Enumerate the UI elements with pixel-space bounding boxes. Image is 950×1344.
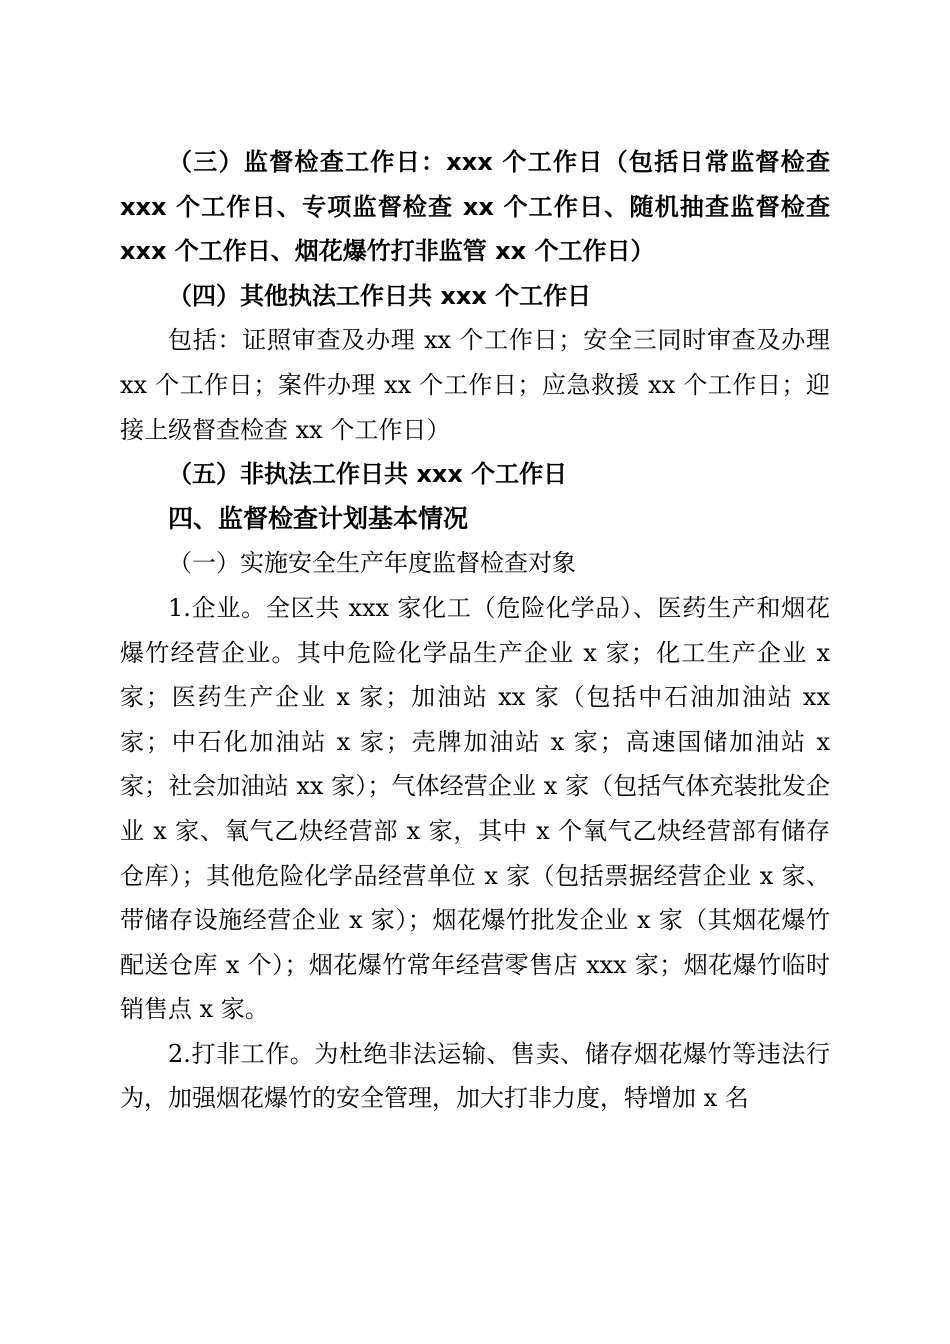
paragraph-other-enforcement-details: 包括：证照审查及办理 xx 个工作日；安全三同时审查及办理 xx 个工作日；案件办理 xx 个工作日；应急救援 xx 个工作日；迎接上级督查检查 xx 个工作日）: [120, 326, 830, 444]
paragraph-non-enforcement-workdays: （五）非执法工作日共 xxx 个工作日: [168, 460, 568, 489]
document-body: [120, 140, 830, 1121]
paragraph-anti-illegal-work: 2.打非工作。为杜绝非法运输、售卖、储存烟花爆竹等违法行为，加强烟花爆竹的安全管理，加大打非力度，特增加 x 名: [120, 1039, 830, 1113]
subheading-inspection-targets: （一）实施安全生产年度监督检查对象: [168, 549, 576, 578]
paragraph-enterprises: 1.企业。全区共 xxx 家化工（危险化学品）、医药生产和烟花爆竹经营企业。其中危险化学品生产企业 x 家；化工生产企业 x 家；医药生产企业 x 家；加油站 xx 家（包括中石油加油站 xx 家；中石化加油站 x 家；壳牌加油站 x 家；高速国储加油站 x 家；社会加油站 xx 家）；气体经营企业 x 家（包括气体充装批发企业 x 家、氧气乙炔经营部 x 家，其中 x 个氧气乙炔经营部有储存仓库）；其他危险化学品经营单位 x 家（包括票据经营企业 x 家、带储存设施经营企业 x 家）；烟花爆竹批发企业 x 家（其烟花爆竹配送仓库 x 个）；烟花爆竹常年经营零售店 xxx 家；烟花爆竹临时销售点 x 家。: [120, 593, 830, 1024]
paragraph-other-enforcement-workdays: （四）其他执法工作日共 xxx 个工作日: [168, 281, 592, 310]
section-heading-plan-overview: 四、监督检查计划基本情况: [168, 503, 469, 533]
paragraph-supervision-workdays: （三）监督检查工作日：xxx 个工作日（包括日常监督检查 xxx 个工作日、专项监督检查 xx 个工作日、随机抽查监督检查 xxx 个工作日、烟花爆竹打非监管 xx 个工作日）: [120, 148, 830, 266]
